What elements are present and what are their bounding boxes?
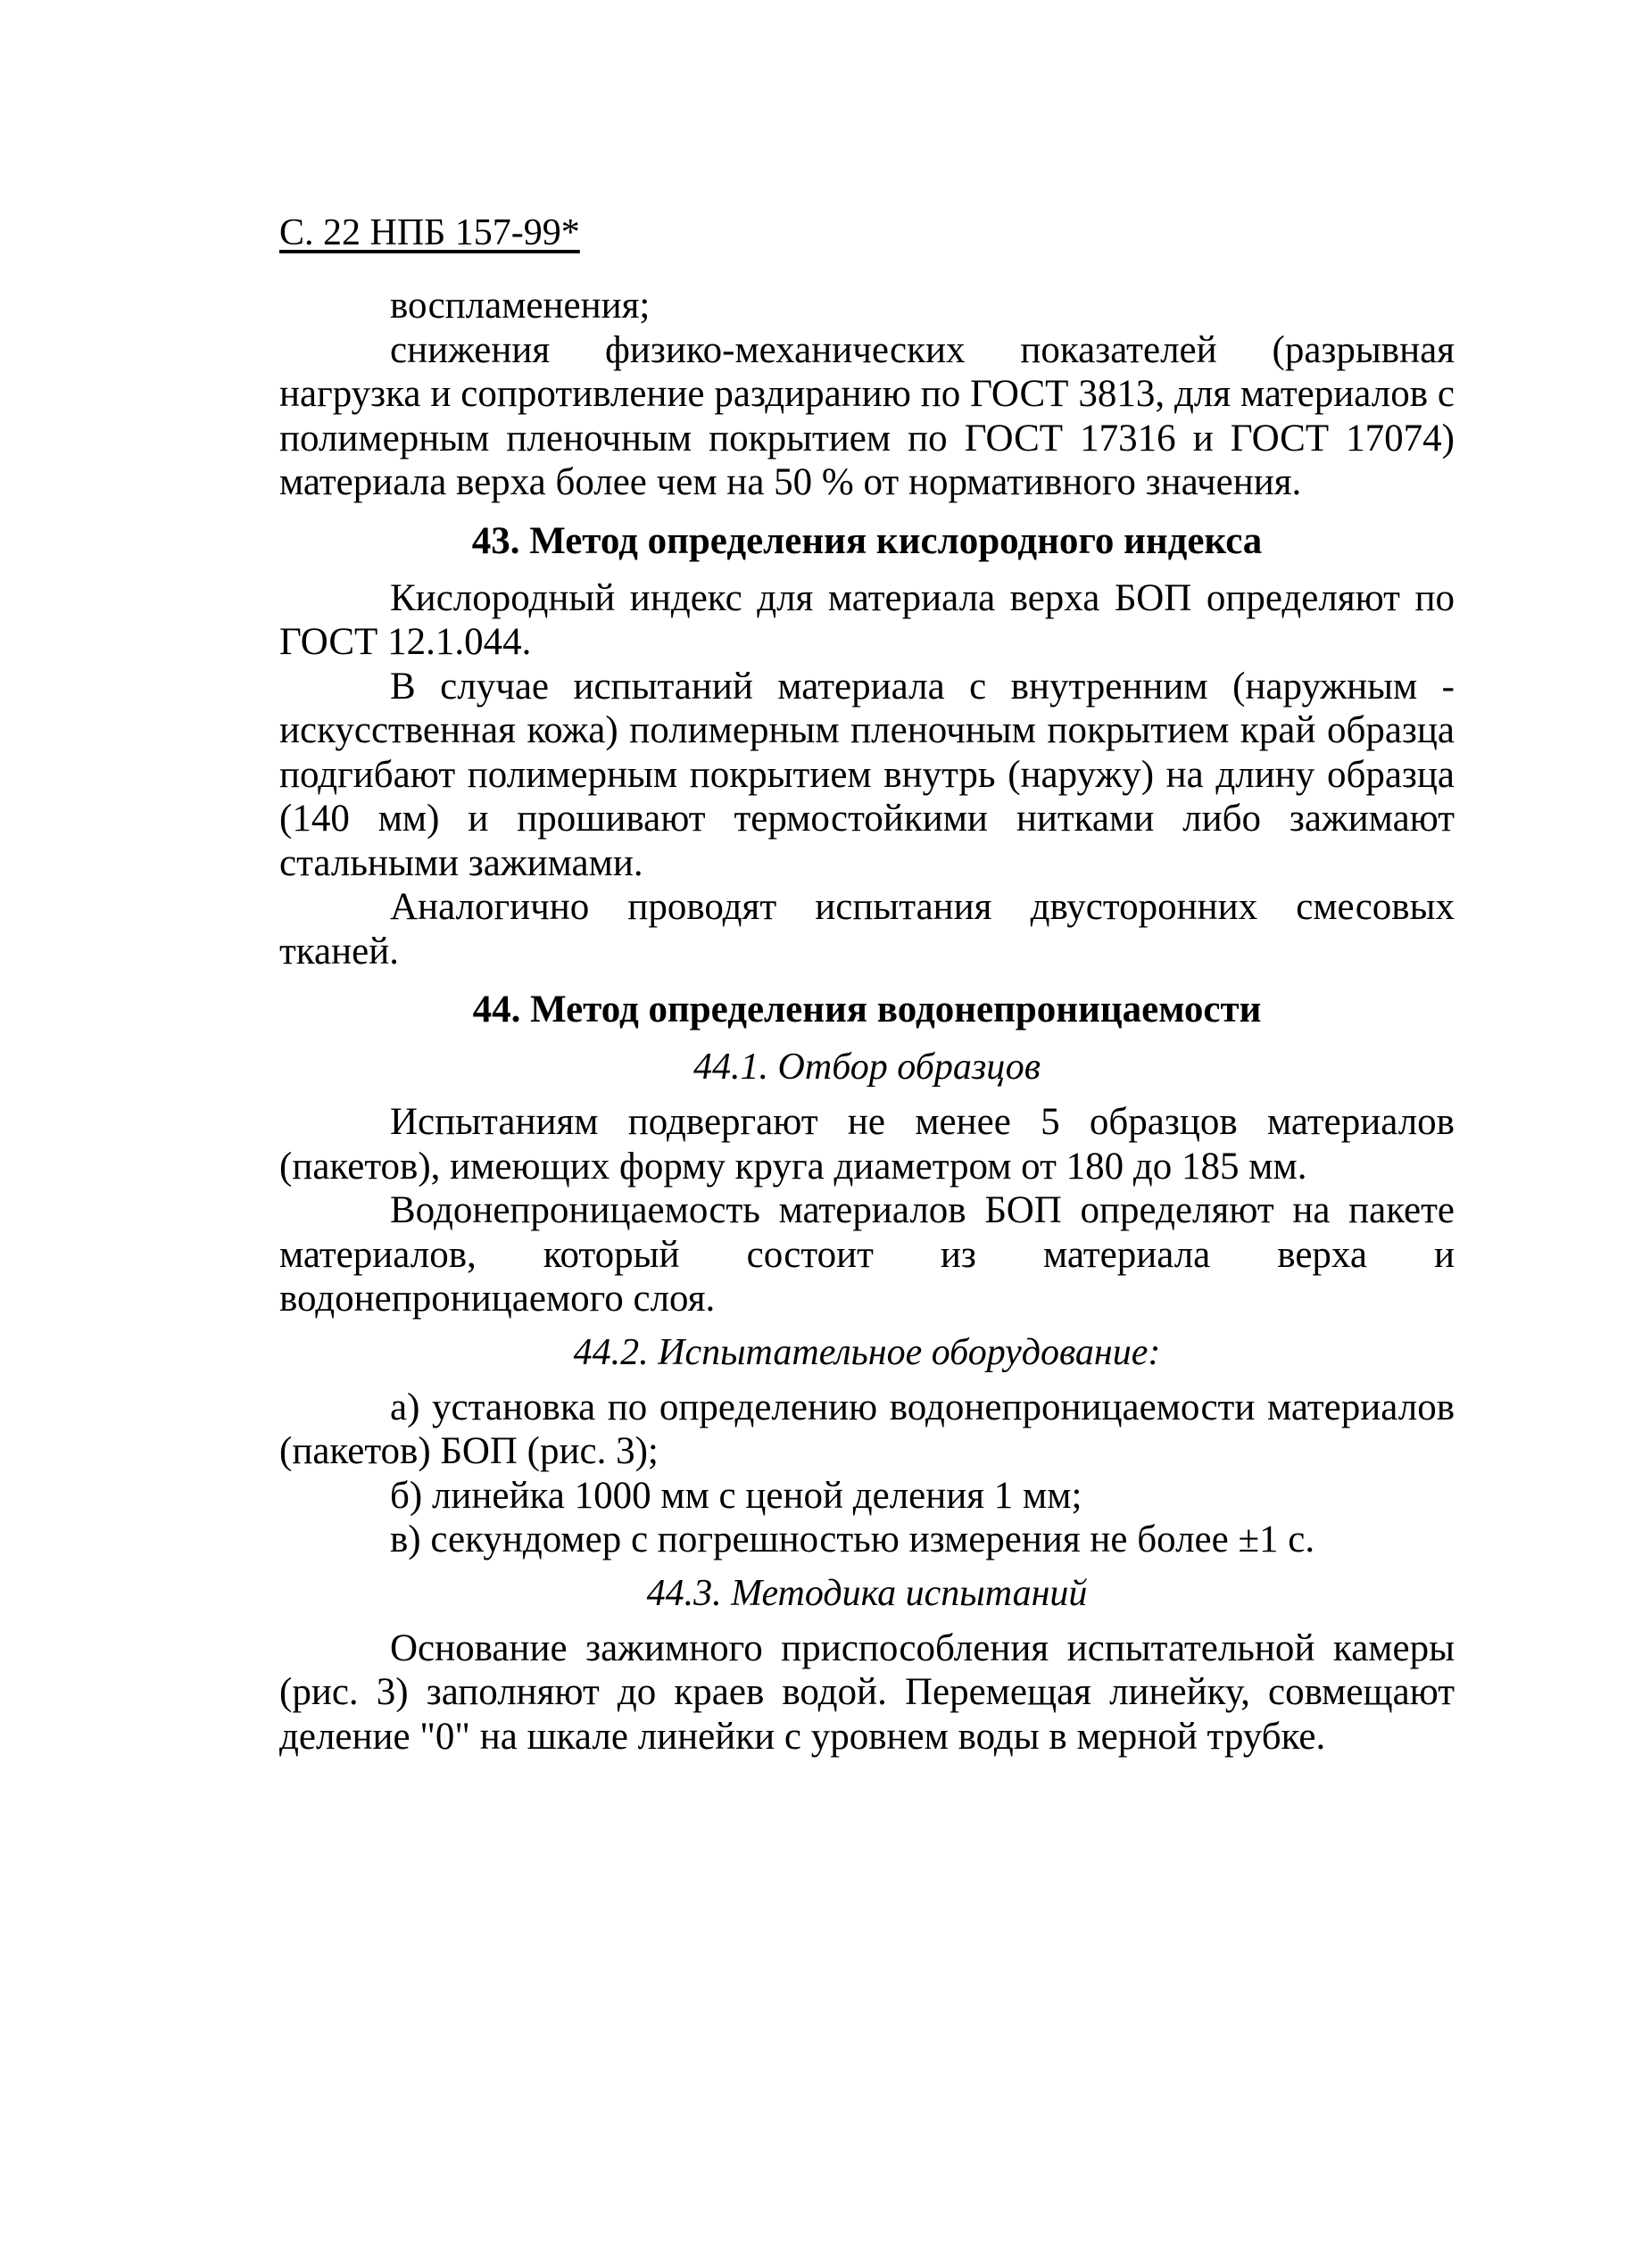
equipment-item-b: б) линейка 1000 мм с ценой деления 1 мм; <box>390 1474 1082 1517</box>
subsection-44-1-body <box>279 1100 1455 1321</box>
subsection-44-1-paragraph-2: Водонепроницаемость материалов БОП определяют на пакете материалов, который состоит из материала верха и водонепроницаемого слоя. <box>279 1189 1455 1320</box>
equipment-item-c: в) секундомер с погрешностью измерения не более ±1 с. <box>390 1519 1315 1560</box>
equipment-item-a: а) установка по определению водонепроницаемости материалов (пакетов) БОП (рис. 3); <box>279 1386 1455 1472</box>
section-43-paragraph-1: Кислородный индекс для материала верха БОП определяют по ГОСТ 12.1.044. <box>279 576 1455 663</box>
document-page <box>279 211 1455 1759</box>
section-43-paragraph-3: Аналогично проводят испытания двусторонних смесовых тканей. <box>279 886 1455 973</box>
subsection-44-1-paragraph-1: Испытаниям подвергают не менее 5 образцов материалов (пакетов), имеющих форму круга диаметром от 180 до 185 мм. <box>279 1101 1455 1188</box>
section-44-title: 44. Метод определения водонепроницаемости <box>472 989 1262 1031</box>
section-43-paragraph-2: В случае испытаний материала с внутренним (наружным - искусственная кожа) полимерным пленочным покрытием край образца подгибают полимерным покрытием внутрь (наружу) на длину образца (140 мм) и прошивают термостойкими нитками либо зажимают стальными зажимами. <box>279 665 1455 884</box>
subsection-44-3-title: 44.3. Методика испытаний <box>646 1572 1088 1614</box>
running-head: С. 22 НПБ 157-99* <box>279 212 580 253</box>
subsection-44-3-body <box>279 1627 1455 1759</box>
subsection-44-2-list <box>279 1386 1455 1562</box>
continued-text <box>279 284 1455 505</box>
paragraph-physical-mechanical: снижения физико-механических показателей (разрывная нагрузка и сопротивление раздиранию по ГОСТ 3813, для материалов с полимерным пленочным покрытием по ГОСТ 17316 и ГОСТ 17074) материала верха более чем на 50 % от нормативного значения. <box>279 328 1455 503</box>
subsection-44-2-title: 44.2. Испытательное оборудование: <box>573 1331 1161 1373</box>
paragraph-ignition: воспламенения; <box>390 285 651 327</box>
section-43-body <box>279 576 1455 974</box>
section-43-title: 43. Метод определения кислородного индекса <box>471 519 1263 562</box>
subsection-44-3-paragraph-1: Основание зажимного приспособления испытательной камеры (рис. 3) заполняют до краев водой. Перемещая линейку, совмещают деление "0" на шкале линейки с уровнем воды в мерной трубке. <box>279 1627 1455 1758</box>
subsection-44-1-title: 44.1. Отбор образцов <box>693 1047 1041 1088</box>
